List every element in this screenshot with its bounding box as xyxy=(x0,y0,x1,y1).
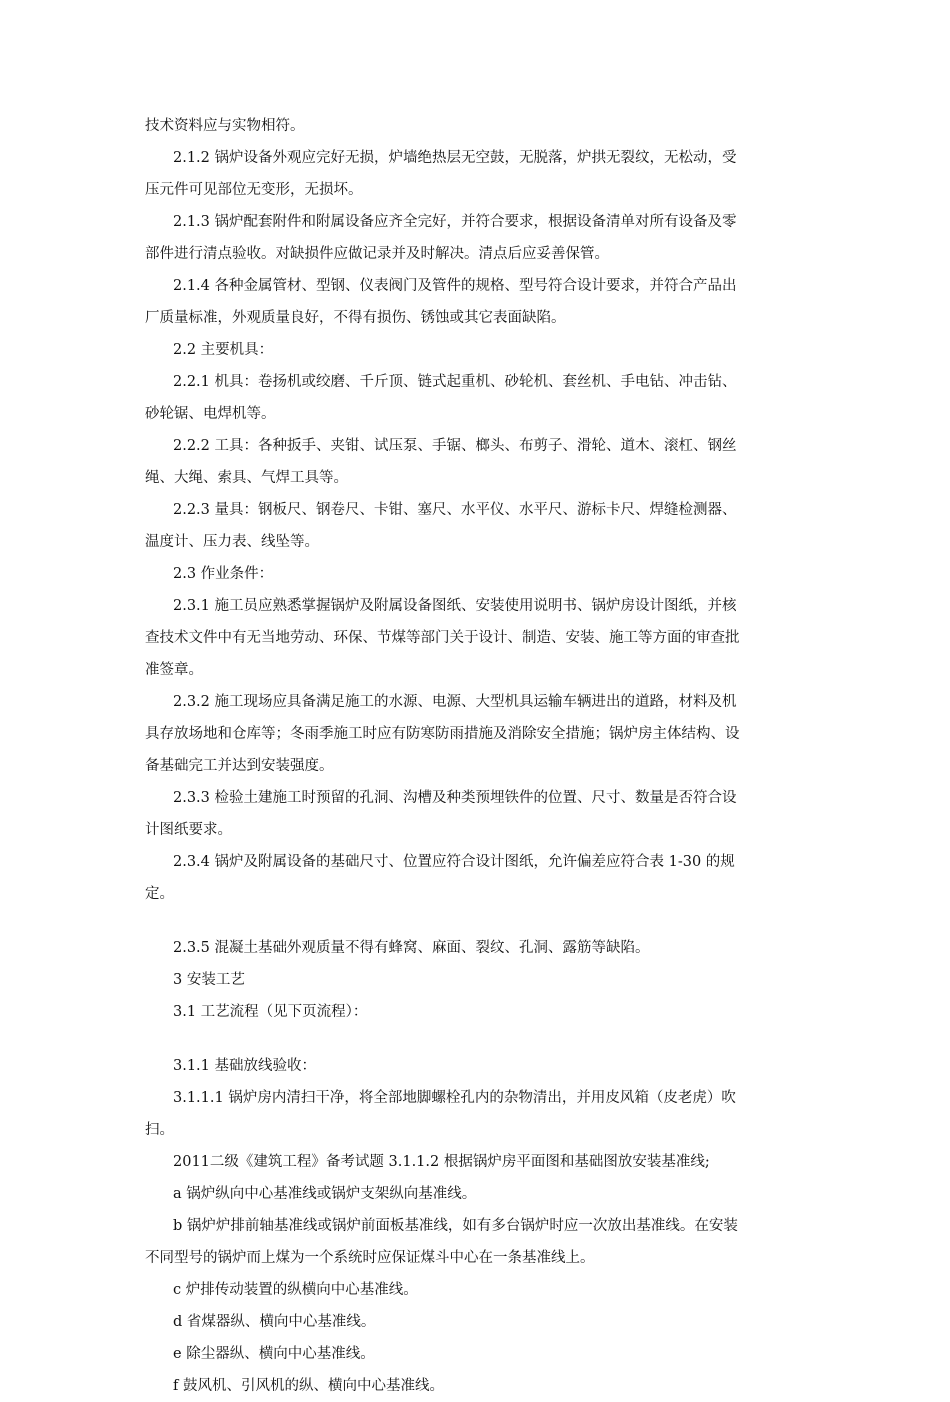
paragraph-2-2-2: 2.2.2 工具：各种扳手、夹钳、试压泵、手锯、榔头、布剪子、滑轮、道木、滚杠、钢丝 xyxy=(173,438,737,454)
list-item-c: c 炉排传动装置的纵横向中心基准线。 xyxy=(173,1282,418,1298)
list-item-d: d 省煤器纵、横向中心基准线。 xyxy=(173,1314,376,1330)
section-heading-3: 3 安装工艺 xyxy=(173,972,245,988)
paragraph-2-3-5: 2.3.5 混凝土基础外观质量不得有蜂窝、麻面、裂纹、孔洞、露筋等缺陷。 xyxy=(173,940,650,956)
section-heading-3-1: 3.1 工艺流程（见下页流程）： xyxy=(173,1004,368,1020)
text-line: 备基础完工并达到安装强度。 xyxy=(145,758,334,774)
blank-gap xyxy=(145,910,815,932)
text-line: 不同型号的锅炉而上煤为一个系统时应保证煤斗中心在一条基准线上。 xyxy=(145,1250,595,1266)
text-line: 压元件可见部位无变形，无损坏。 xyxy=(145,182,363,198)
text-line: 温度计、压力表、线坠等。 xyxy=(145,534,319,550)
list-item-a: a 锅炉纵向中心基准线或锅炉支架纵向基准线。 xyxy=(173,1186,477,1202)
list-item-e: e 除尘器纵、横向中心基准线。 xyxy=(173,1346,375,1362)
paragraph-2-3-2: 2.3.2 施工现场应具备满足施工的水源、电源、大型机具运输车辆进出的道路，材料及机 xyxy=(173,694,737,710)
text-line: 部件进行清点验收。对缺损件应做记录并及时解决。清点后应妥善保管。 xyxy=(145,246,609,262)
text-line: 准签章。 xyxy=(145,662,203,678)
paragraph-3-1-1-2: 2011二级《建筑工程》备考试题 3.1.1.2 根据锅炉房平面图和基础图放安装基准线; xyxy=(173,1154,710,1170)
document-body xyxy=(145,110,815,1402)
paragraph-2-1-4: 2.1.4 各种金属管材、型钢、仪表阀门及管件的规格、型号符合设计要求，并符合产品出 xyxy=(173,278,737,294)
section-heading-3-1-1: 3.1.1 基础放线验收： xyxy=(173,1058,317,1074)
text-line: 定。 xyxy=(145,886,174,902)
text-line: 厂质量标准，外观质量良好，不得有损伤、锈蚀或其它表面缺陷。 xyxy=(145,310,566,326)
paragraph-2-3-3: 2.3.3 检验土建施工时预留的孔洞、沟槽及种类预埋铁件的位置、尺寸、数量是否符合设 xyxy=(173,790,737,806)
text-line: 扫。 xyxy=(145,1122,174,1138)
text-line: 计图纸要求。 xyxy=(145,822,232,838)
text-line: 技术资料应与实物相符。 xyxy=(145,118,305,134)
text-line: 查技术文件中有无当地劳动、环保、节煤等部门关于设计、制造、安装、施工等方面的审查批 xyxy=(145,630,740,646)
text-line: 砂轮锯、电焊机等。 xyxy=(145,406,276,422)
paragraph-2-2-1: 2.2.1 机具：卷扬机或绞磨、千斤顶、链式起重机、砂轮机、套丝机、手电钻、冲击钻、 xyxy=(173,374,737,390)
text-line: 绳、大绳、索具、气焊工具等。 xyxy=(145,470,348,486)
list-item-f: f 鼓风机、引风机的纵、横向中心基准线。 xyxy=(173,1378,444,1394)
section-heading-2-2: 2.2 主要机具： xyxy=(173,342,274,358)
paragraph-2-3-1: 2.3.1 施工员应熟悉掌握锅炉及附属设备图纸、安装使用说明书、锅炉房设计图纸，并核 xyxy=(173,598,737,614)
text-line: 具存放场地和仓库等；冬雨季施工时应有防寒防雨措施及消除安全措施；锅炉房主体结构、设 xyxy=(145,726,740,742)
paragraph-2-1-3: 2.1.3 锅炉配套附件和附属设备应齐全完好，并符合要求，根据设备清单对所有设备及零 xyxy=(173,214,737,230)
list-item-b: b 锅炉炉排前轴基准线或锅炉前面板基准线，如有多台锅炉时应一次放出基准线。在安装 xyxy=(173,1218,738,1234)
section-heading-2-3: 2.3 作业条件： xyxy=(173,566,274,582)
paragraph-2-1-2: 2.1.2 锅炉设备外观应完好无损，炉墙绝热层无空鼓，无脱落，炉拱无裂纹，无松动，受 xyxy=(173,150,737,166)
paragraph-2-3-4: 2.3.4 锅炉及附属设备的基础尺寸、位置应符合设计图纸，允许偏差应符合表 1-30 的规 xyxy=(173,854,735,870)
blank-gap xyxy=(145,1028,815,1050)
paragraph-2-2-3: 2.2.3 量具：钢板尺、钢卷尺、卡钳、塞尺、水平仪、水平尺、游标卡尺、焊缝检测器、 xyxy=(173,502,737,518)
paragraph-3-1-1-1: 3.1.1.1 锅炉房内清扫干净，将全部地脚螺栓孔内的杂物清出，并用皮风箱（皮老虎）吹 xyxy=(173,1090,736,1106)
